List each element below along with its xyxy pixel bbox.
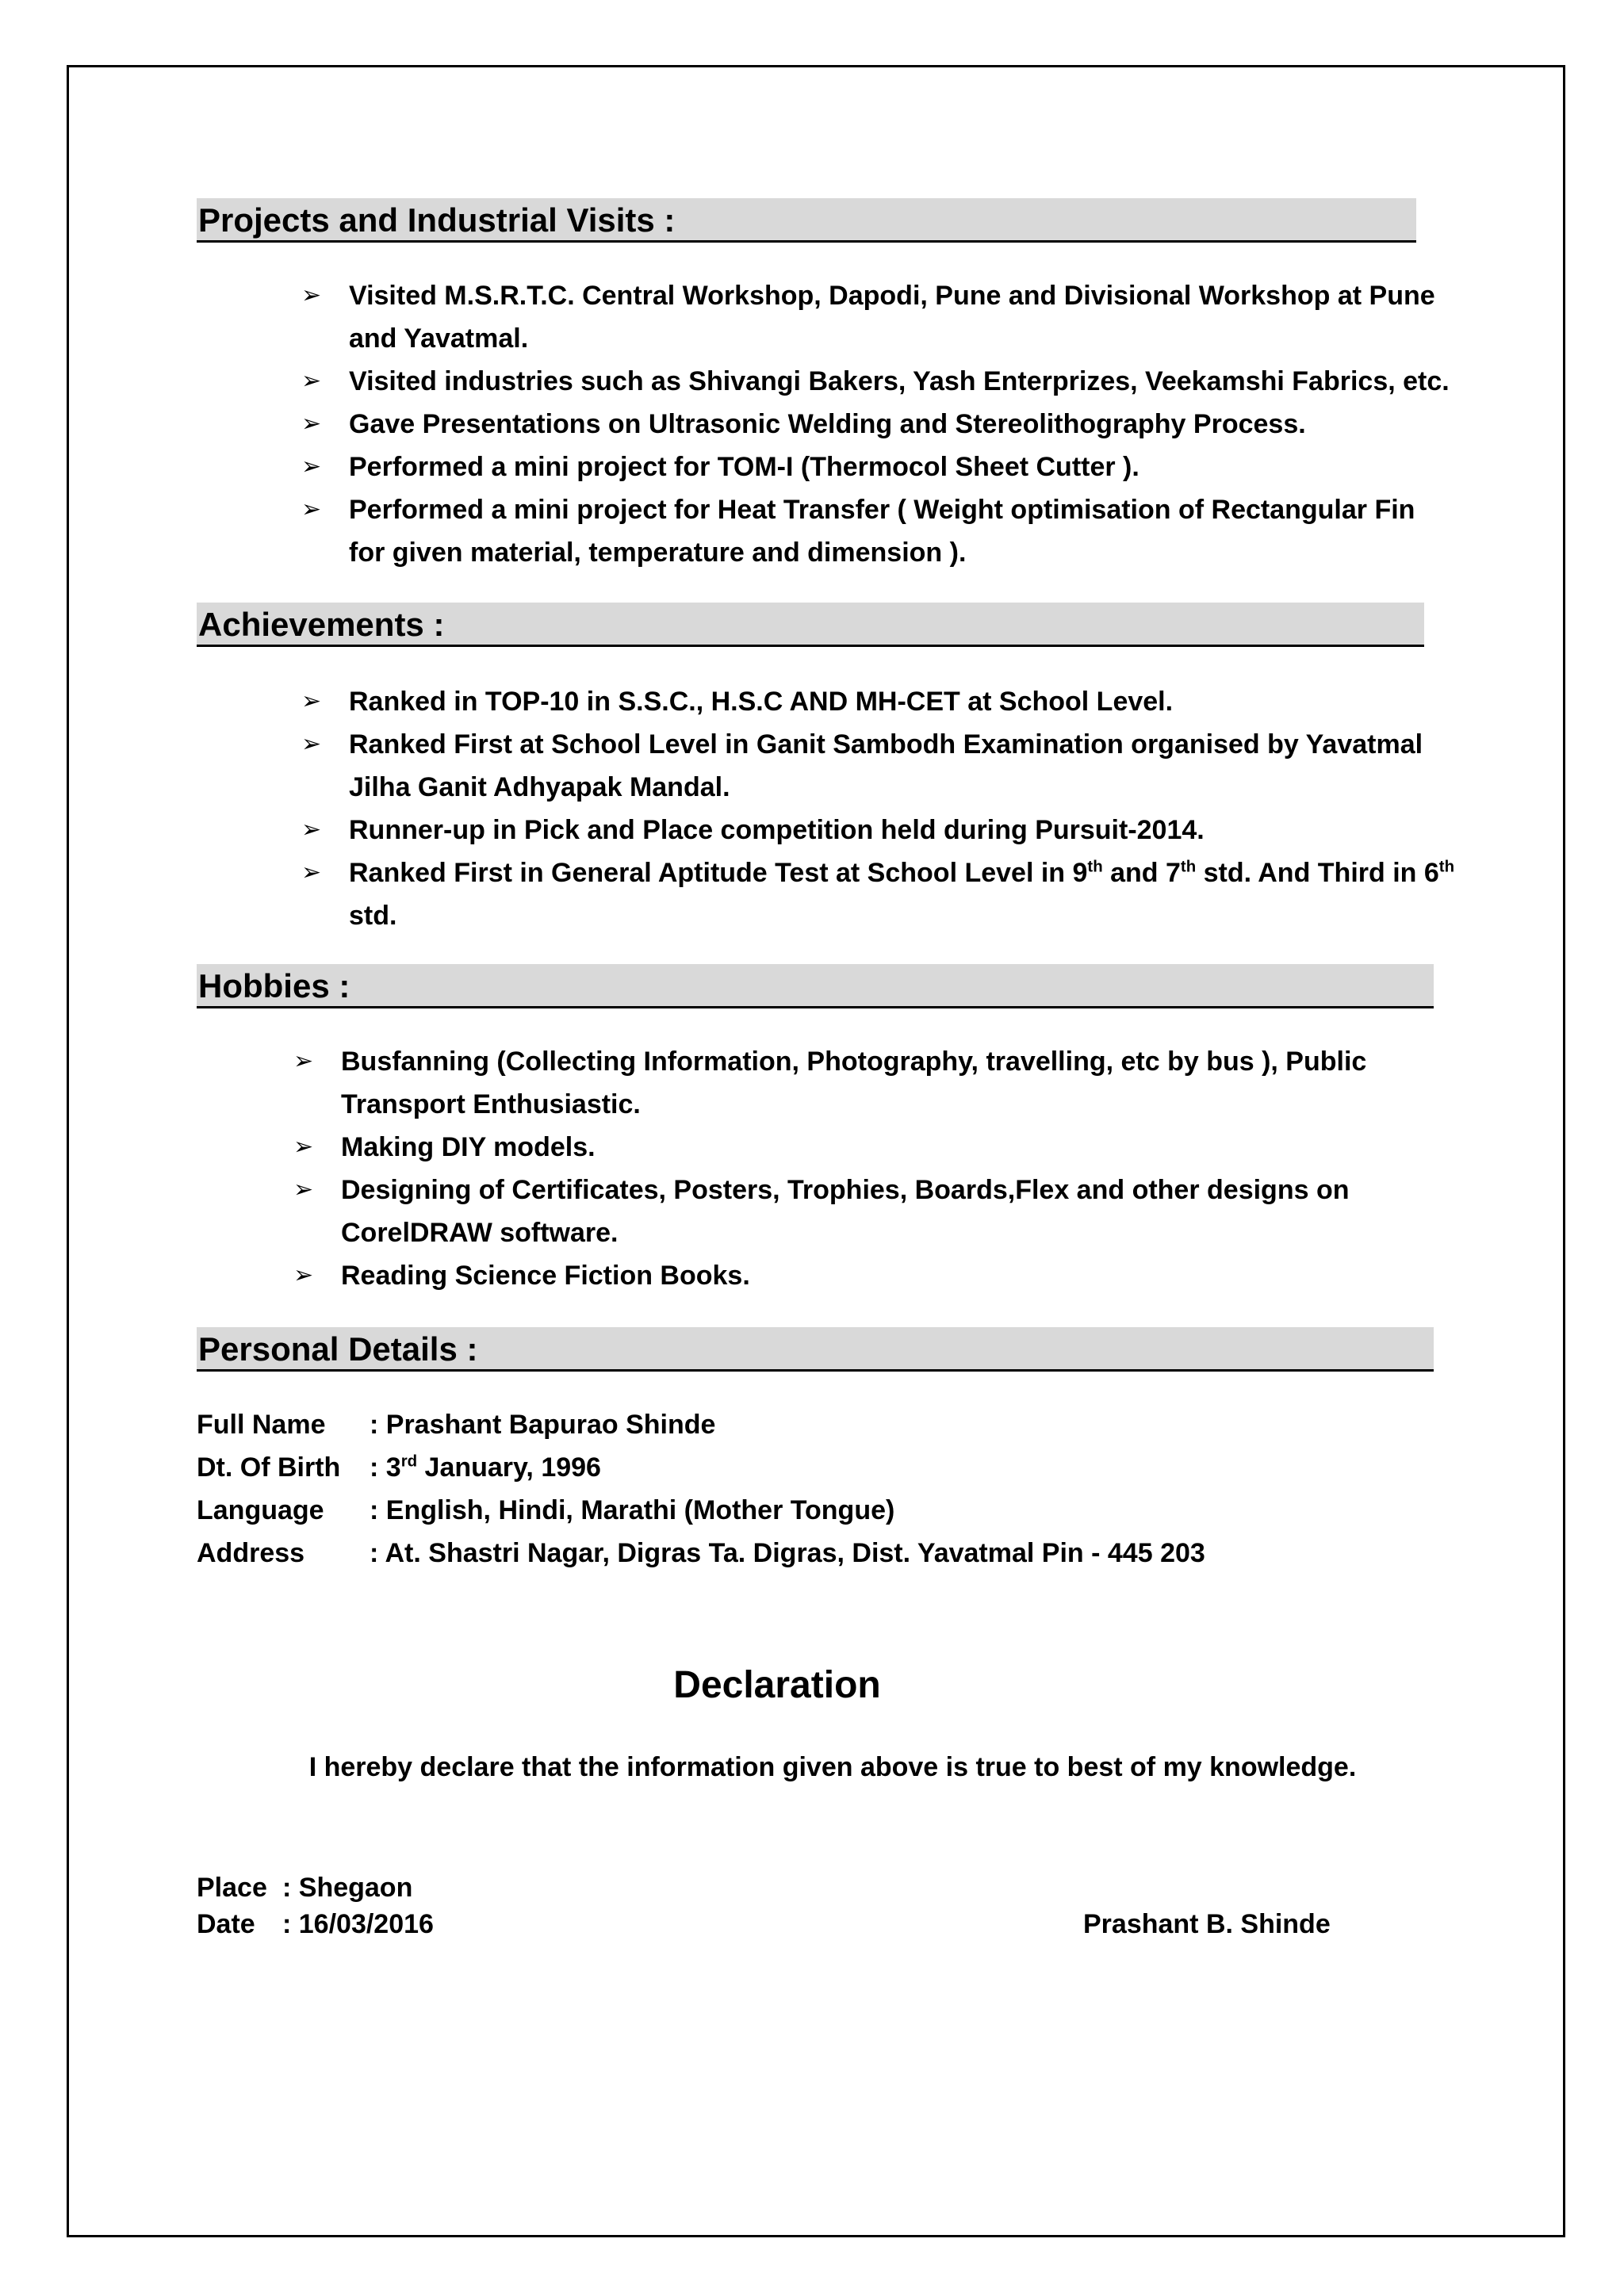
section-title: Hobbies : [198, 967, 350, 1004]
list-item [293, 1254, 1366, 1297]
arrowhead-bullet-icon: ➢ [293, 1048, 314, 1074]
list-item-text: Jilha Ganit Adhyapak Mandal. [349, 772, 730, 802]
list-item [301, 851, 1455, 937]
list-item-text: Gave Presentations on Ultrasonic Welding and Stereolithography Process. [349, 409, 1306, 439]
list-item [293, 1126, 1366, 1169]
list-item-text: Transport Enthusiastic. [341, 1089, 641, 1119]
list-item-text: for given material, temperature and dimension ). [349, 538, 967, 568]
arrowhead-bullet-icon: ➢ [301, 731, 322, 757]
list-item [301, 723, 1454, 809]
section-heading-achievements [197, 603, 1424, 647]
list-item [301, 680, 1454, 723]
arrowhead-bullet-icon: ➢ [301, 688, 322, 714]
arrowhead-bullet-icon: ➢ [293, 1134, 314, 1160]
section-title: Personal Details : [198, 1330, 478, 1368]
address-row [197, 1532, 1205, 1575]
personal-details [197, 1403, 1205, 1575]
signoff-block [197, 1869, 434, 1942]
section-title: Projects and Industrial Visits : [198, 201, 676, 239]
arrowhead-bullet-icon: ➢ [301, 859, 322, 886]
field-value: : 3rd January, 1996 [370, 1452, 601, 1483]
list-item-text: Visited industries such as Shivangi Bakers, Yash Enterprizes, Veekamshi Fabrics, etc. [349, 366, 1450, 396]
list-item [293, 1169, 1366, 1254]
list-item [301, 446, 1450, 488]
list-item [301, 809, 1454, 851]
list-item-text: and Yavatmal. [349, 323, 529, 354]
place-label: Place [197, 1873, 267, 1903]
list-item [301, 274, 1450, 360]
date-label: Date [197, 1909, 255, 1939]
field-label: Dt. Of Birth [197, 1452, 341, 1483]
signature-name: Prashant B. Shinde [1083, 1909, 1331, 1939]
list-item-text: Performed a mini project for TOM-I (Thermocol Sheet Cutter ). [349, 452, 1139, 482]
list-item [301, 360, 1450, 403]
arrowhead-bullet-icon: ➢ [301, 496, 322, 522]
list-item-text: std. [349, 901, 397, 931]
arrowhead-bullet-icon: ➢ [293, 1177, 314, 1203]
field-value: : Prashant Bapurao Shinde [370, 1410, 716, 1440]
list-item-text: Ranked First at School Level in Ganit Sambodh Examination organised by Yavatmal [349, 729, 1423, 760]
language-row [197, 1489, 1205, 1532]
dob-row [197, 1446, 1205, 1489]
arrowhead-bullet-icon: ➢ [301, 817, 322, 843]
field-label: Full Name [197, 1410, 326, 1440]
declaration-text: I hereby declare that the information given above is true to best of my knowledge. [308, 1752, 1357, 1782]
place-row [197, 1869, 434, 1906]
achievements-list [301, 680, 1455, 937]
list-item [301, 403, 1450, 446]
list-item-text: Runner-up in Pick and Place competition held during Pursuit-2014. [349, 815, 1205, 845]
field-value: : English, Hindi, Marathi (Mother Tongue) [370, 1495, 895, 1525]
section-heading-projects [197, 198, 1416, 243]
date-row [197, 1906, 434, 1942]
section-heading-hobbies [197, 964, 1434, 1008]
field-label: Address [197, 1538, 305, 1568]
section-heading-personal-details [197, 1327, 1434, 1372]
arrowhead-bullet-icon: ➢ [301, 453, 322, 480]
full-name-row [197, 1403, 1205, 1446]
list-item-text: Making DIY models. [341, 1132, 596, 1162]
list-item-text: Visited M.S.R.T.C. Central Workshop, Dapodi, Pune and Divisional Workshop at Pune [349, 281, 1435, 311]
arrowhead-bullet-icon: ➢ [301, 282, 322, 308]
list-item-text: Designing of Certificates, Posters, Trophies, Boards,Flex and other designs on [341, 1175, 1350, 1205]
list-item-text: CorelDRAW software. [341, 1218, 619, 1248]
list-item-text: Ranked in TOP-10 in S.S.C., H.S.C AND MH-CET at School Level. [349, 687, 1174, 717]
section-title: Achievements : [198, 606, 445, 643]
arrowhead-bullet-icon: ➢ [293, 1262, 314, 1288]
hobbies-list [293, 1040, 1367, 1297]
list-item-text: Performed a mini project for Heat Transfer ( Weight optimisation of Rectangular Fin [349, 495, 1415, 525]
list-item [293, 1040, 1367, 1126]
place-value: : Shegaon [282, 1873, 413, 1903]
projects-list [301, 274, 1450, 574]
arrowhead-bullet-icon: ➢ [301, 411, 322, 437]
list-item-text: Busfanning (Collecting Information, Photography, travelling, etc by bus ), Public [341, 1047, 1367, 1077]
field-value: : At. Shastri Nagar, Digras Ta. Digras, Dist. Yavatmal Pin - 445 203 [370, 1538, 1205, 1568]
arrowhead-bullet-icon: ➢ [301, 368, 322, 394]
field-label: Language [197, 1495, 324, 1525]
date-value: : 16/03/2016 [282, 1909, 434, 1939]
list-item-text: Ranked First in General Aptitude Test at School Level in 9th and 7th std. And Third in 6th [349, 858, 1455, 888]
declaration-title: Declaration [673, 1664, 881, 1706]
list-item-text: Reading Science Fiction Books. [341, 1261, 750, 1291]
list-item [301, 488, 1450, 574]
